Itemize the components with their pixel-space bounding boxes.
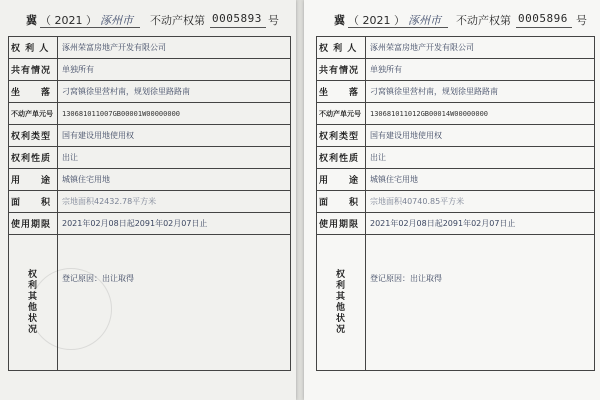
value-other: 登记原因：出让取得 xyxy=(366,235,595,371)
label-owner: 权 利 人 xyxy=(317,37,366,59)
value-location: 刁窝镇徐里营村南，规划徐里路路南 xyxy=(366,81,595,103)
value-area: 宗地面积40740.85平方米 xyxy=(366,191,595,213)
value-usage: 城镇住宅用地 xyxy=(58,169,291,191)
row-shared xyxy=(9,59,291,81)
certificate-year: （ 2021 ） xyxy=(40,14,97,27)
city-name: 涿州市 xyxy=(100,14,133,27)
certificate-header xyxy=(304,8,600,30)
label-location: 坐 落 xyxy=(317,81,366,103)
number-suffix: 号 xyxy=(268,14,279,27)
value-location: 刁窝镇徐里营村南，规划徐里路路南 xyxy=(58,81,291,103)
row-right-nature xyxy=(317,147,595,169)
value-right-nature: 出让 xyxy=(58,147,291,169)
row-owner xyxy=(317,37,595,59)
certificate-year: （ 2021 ） xyxy=(348,14,405,27)
register-table xyxy=(316,36,595,371)
row-term xyxy=(9,213,291,235)
value-shared: 单独所有 xyxy=(366,59,595,81)
label-right-type: 权利类型 xyxy=(9,125,58,147)
label-term: 使用期限 xyxy=(317,213,366,235)
row-unit-number xyxy=(9,103,291,125)
row-unit-number xyxy=(317,103,595,125)
certificate-type: 不动产权第 xyxy=(456,14,511,27)
value-term: 2021年02月08日起2091年02月07日止 xyxy=(58,213,291,235)
label-unit-number: 不动产单元号 xyxy=(317,103,366,125)
row-area xyxy=(9,191,291,213)
label-area: 面 积 xyxy=(9,191,58,213)
certificate-header xyxy=(0,8,296,30)
register-table xyxy=(8,36,291,371)
value-usage: 城镇住宅用地 xyxy=(366,169,595,191)
row-right-nature xyxy=(9,147,291,169)
label-other: 权 利 其 他 状 况 xyxy=(9,235,58,371)
label-usage: 用 途 xyxy=(317,169,366,191)
province-abbr: 冀 xyxy=(26,14,37,27)
label-term: 使用期限 xyxy=(9,213,58,235)
value-unit-number: 130681011012GB00014W00000000 xyxy=(366,103,595,125)
certificate-type: 不动产权第 xyxy=(150,14,205,27)
label-owner: 权 利 人 xyxy=(9,37,58,59)
certificate-number: 0005896 xyxy=(518,12,568,25)
value-area: 宗地面积42432.78平方米 xyxy=(58,191,291,213)
row-other xyxy=(317,235,595,371)
number-suffix: 号 xyxy=(576,14,587,27)
row-location xyxy=(317,81,595,103)
city-name: 涿州市 xyxy=(408,14,441,27)
value-owner: 涿州荣富房地产开发有限公司 xyxy=(366,37,595,59)
row-location xyxy=(9,81,291,103)
value-term: 2021年02月08日起2091年02月07日止 xyxy=(366,213,595,235)
value-right-nature: 出让 xyxy=(366,147,595,169)
label-location: 坐 落 xyxy=(9,81,58,103)
label-right-type: 权利类型 xyxy=(317,125,366,147)
row-other xyxy=(9,235,291,371)
header-underline xyxy=(40,27,140,28)
label-shared: 共有情况 xyxy=(317,59,366,81)
certificate-page-right xyxy=(304,0,600,400)
label-area: 面 积 xyxy=(317,191,366,213)
row-usage xyxy=(9,169,291,191)
label-usage: 用 途 xyxy=(9,169,58,191)
row-area xyxy=(317,191,595,213)
row-term xyxy=(317,213,595,235)
row-right-type xyxy=(9,125,291,147)
label-shared: 共有情况 xyxy=(9,59,58,81)
row-shared xyxy=(317,59,595,81)
certificate-number: 0005893 xyxy=(212,12,262,25)
row-right-type xyxy=(317,125,595,147)
value-right-type: 国有建设用地使用权 xyxy=(58,125,291,147)
certificate-page-left xyxy=(0,0,296,400)
label-right-nature: 权利性质 xyxy=(317,147,366,169)
page-gap xyxy=(296,0,304,400)
value-shared: 单独所有 xyxy=(58,59,291,81)
label-unit-number: 不动产单元号 xyxy=(9,103,58,125)
value-owner: 涿州荣富房地产开发有限公司 xyxy=(58,37,291,59)
value-right-type: 国有建设用地使用权 xyxy=(366,125,595,147)
row-usage xyxy=(317,169,595,191)
value-unit-number: 130681011007GB00001W00000000 xyxy=(58,103,291,125)
label-right-nature: 权利性质 xyxy=(9,147,58,169)
number-underline xyxy=(516,27,572,28)
value-other: 登记原因：出让取得 xyxy=(58,235,291,371)
row-owner xyxy=(9,37,291,59)
header-underline xyxy=(348,27,448,28)
province-abbr: 冀 xyxy=(334,14,345,27)
number-underline xyxy=(210,27,266,28)
label-other: 权 利 其 他 状 况 xyxy=(317,235,366,371)
